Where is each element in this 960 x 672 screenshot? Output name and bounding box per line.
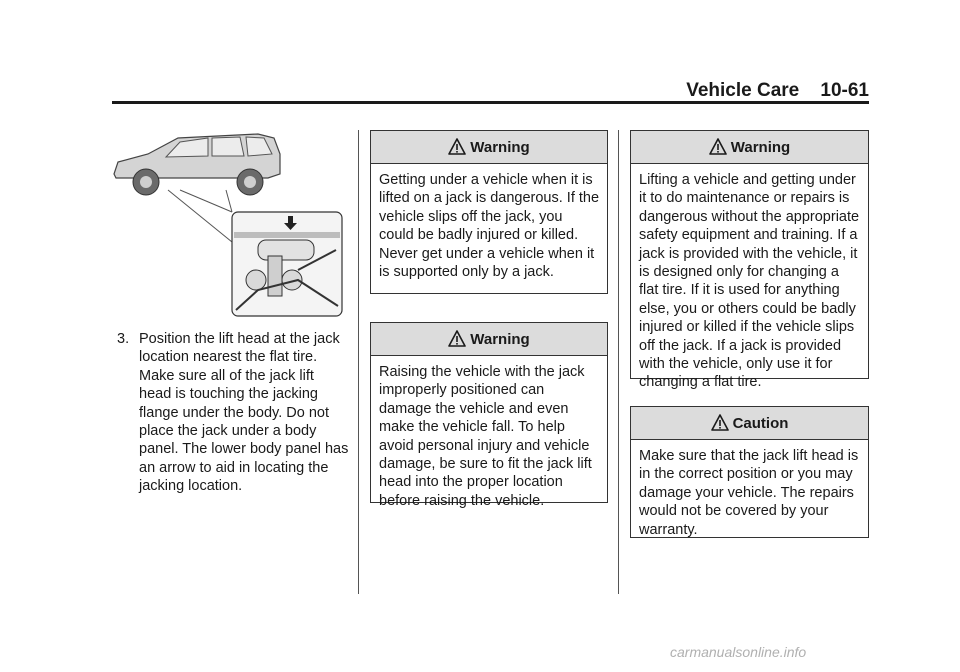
caution-header (631, 407, 868, 440)
vehicle-jack-diagram (108, 130, 344, 320)
step-text: Position the lift head at the jack location nearest the flat tire. Make sure all of the jack lift head is touching the jacking flange under the body. Do not place the jack under a body panel. The lower body panel has an arrow to aid in locating the jacking location. (139, 331, 349, 495)
caution-label: Caution (732, 414, 789, 432)
warning-header (371, 131, 607, 164)
column-divider (618, 130, 619, 594)
warning-icon (709, 138, 727, 156)
warning-text: Getting under a vehicle when it is lifted on a jack is dangerous. If the vehicle slips off the jack, you could be badly injured or killed. Never get under a vehicle when it is supported only by a jack. (379, 172, 600, 281)
warning-label: Warning (730, 138, 791, 156)
warning-icon (448, 138, 466, 156)
jack-location-illustration (108, 130, 344, 320)
warning-box-3 (630, 130, 869, 391)
footer-watermark: carmanualsonline.info (670, 644, 807, 660)
warning-header (631, 131, 868, 164)
warning-label: Warning (470, 138, 530, 156)
warning-box-1 (370, 130, 608, 294)
warning-header (371, 323, 607, 356)
step-number: 3. (117, 331, 130, 347)
page-header-title (686, 80, 869, 102)
column-divider (358, 130, 359, 594)
caution-icon (711, 414, 729, 432)
warning-label: Warning (470, 330, 530, 348)
page-number: 10-61 (820, 80, 869, 101)
warning-box-2 (370, 322, 608, 509)
section-title: Vehicle Care (686, 80, 800, 101)
warning-icon (448, 330, 466, 348)
warning-text: Raising the vehicle with the jack improperly positioned can damage the vehicle and even make the vehicle fall. To help avoid personal injury and vehicle damage, be sure to fit the jack lift head into the proper location before raising the vehicle. (379, 364, 592, 509)
step-3 (117, 330, 349, 496)
page-header (112, 80, 869, 102)
warning-text: Lifting a vehicle and getting under it to do maintenance or repairs is dangerous without the appropriate safety equipment and training. If a jack is provided with the vehicle, it is designed only for changing a flat tire. If it is used for anything else, you or others could be badly injured or killed if the vehicle slips off the jack. If a jack is provided with the vehicle, only use it for changing a flat tire. (639, 172, 860, 391)
header-rule (112, 101, 869, 104)
caution-text: Make sure that the jack lift head is in the correct position or you may damage your vehicle. The repairs would not be covered by your warranty. (639, 448, 859, 538)
caution-box (630, 406, 869, 538)
